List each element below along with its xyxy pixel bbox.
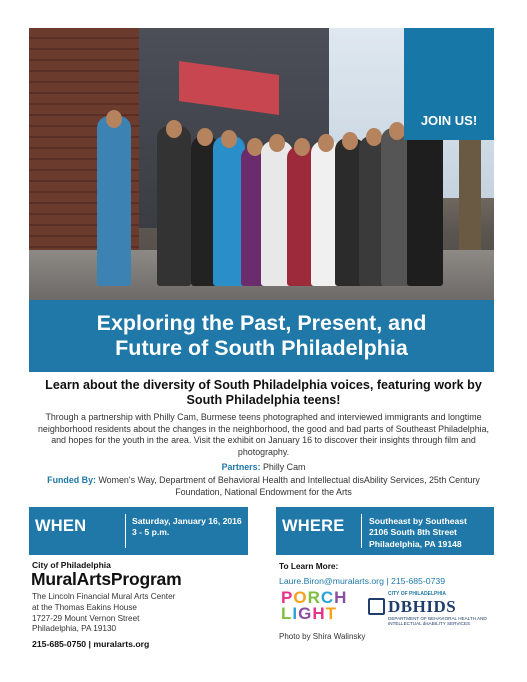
org-address-line-4: Philadelphia, PA 19130 xyxy=(32,624,117,634)
photo-person-head xyxy=(294,138,310,156)
venue-name: Southeast by Southeast xyxy=(369,516,467,526)
photo-credit: Photo by Shira Walinsky xyxy=(279,632,366,641)
dbhids-logo xyxy=(368,591,494,627)
learn-more-title: To Learn More: xyxy=(279,561,339,571)
photo-person-head xyxy=(221,130,237,148)
where-details xyxy=(369,516,467,550)
porch-logo-letter: C xyxy=(320,588,335,607)
intro-description: Through a partnership with Philly Cam, Burmese teens photographed and interviewed immigrants and longtime neighborhood residents about the changes in the neighborhood, the good and bad parts of Southeast Philadelphia, and hopes for the youth in the area. Visit the exhibit on January 16 to discover their insights through film and photography. xyxy=(38,412,489,457)
where-divider xyxy=(361,514,362,548)
partners-value: Philly Cam xyxy=(263,462,306,472)
dbhids-city-label: CITY OF PHILADELPHIA xyxy=(388,591,446,597)
org-city: City of Philadelphia xyxy=(32,560,111,570)
event-title xyxy=(29,300,494,372)
learn-more-contact[interactable]: Laure.Biron@muralarts.org | 215-685-0739 xyxy=(279,576,446,586)
where-label: WHERE xyxy=(282,517,345,535)
event-title-line-2: Future of South Philadelphia xyxy=(115,336,408,360)
funded-by-label: Funded By: xyxy=(47,475,96,485)
city-seal-icon xyxy=(368,598,385,615)
funded-by-line xyxy=(36,475,491,498)
photo-person xyxy=(157,126,191,286)
venue-city: Philadelphia, PA 19148 xyxy=(369,538,462,549)
venue-street: 2106 South 8th Street xyxy=(369,527,457,538)
org-contact[interactable]: 215-685-0750 | muralarts.org xyxy=(32,639,150,649)
porch-logo-letter: P xyxy=(281,588,294,607)
org-address-line-1: The Lincoln Financial Mural Arts Center xyxy=(32,592,176,601)
porch-light-logo xyxy=(281,590,347,622)
when-band xyxy=(29,507,248,555)
photo-person xyxy=(97,116,131,286)
photo-person-head xyxy=(197,128,213,146)
porch-logo-line-2 xyxy=(281,606,347,622)
photo-person-head xyxy=(318,134,334,152)
partners-label: Partners: xyxy=(221,462,261,472)
porch-logo-letter: O xyxy=(293,588,308,607)
when-label: WHEN xyxy=(35,517,87,535)
photo-person-head xyxy=(389,122,405,140)
porch-logo-letter: T xyxy=(325,604,338,623)
when-details xyxy=(132,516,242,539)
when-divider xyxy=(125,514,126,548)
dbhids-wordmark: DBHIDS xyxy=(388,597,457,616)
org-address-line-2: at the Thomas Eakins House xyxy=(32,602,137,612)
org-address-line-3: 1727-29 Mount Vernon Street xyxy=(32,613,140,623)
photo-person-head xyxy=(366,128,382,146)
porch-logo-letter: H xyxy=(334,588,348,607)
event-date: Saturday, January 16, 2016 xyxy=(132,516,242,526)
event-time: 3 - 5 p.m. xyxy=(132,527,170,538)
porch-logo-letter: H xyxy=(312,604,326,623)
join-us-label: JOIN US! xyxy=(420,113,478,128)
intro-headline: Learn about the diversity of South Philadelphia voices, featuring work by South Philadelphia teens! xyxy=(45,378,482,407)
funded-by-value: Women's Way, Department of Behavioral Health and Intellectual disAbility Services, 25th Century Foundation, National Endowment for the Arts xyxy=(98,475,480,497)
porch-logo-letter: R xyxy=(307,588,321,607)
photo-person-head xyxy=(342,132,358,150)
partners-line xyxy=(36,462,491,472)
porch-logo-letter: L xyxy=(281,604,293,623)
porch-logo-letter: G xyxy=(298,604,313,623)
porch-logo-letter: I xyxy=(292,604,299,623)
photo-person-head xyxy=(106,110,122,128)
dbhids-subtitle: DEPARTMENT OF BEHAVIORAL HEALTH AND INTELLECTUAL disABILITY SERVICES xyxy=(388,616,487,627)
hero-photo xyxy=(29,28,494,300)
where-band xyxy=(276,507,494,555)
event-title-line-1: Exploring the Past, Present, and xyxy=(96,311,427,335)
org-address xyxy=(32,592,175,635)
photo-person-head xyxy=(269,134,285,152)
join-us-badge xyxy=(404,28,494,140)
photo-person-head xyxy=(166,120,182,138)
photo-person xyxy=(407,126,443,286)
org-logo-name: MuralArtsProgram xyxy=(31,569,182,589)
